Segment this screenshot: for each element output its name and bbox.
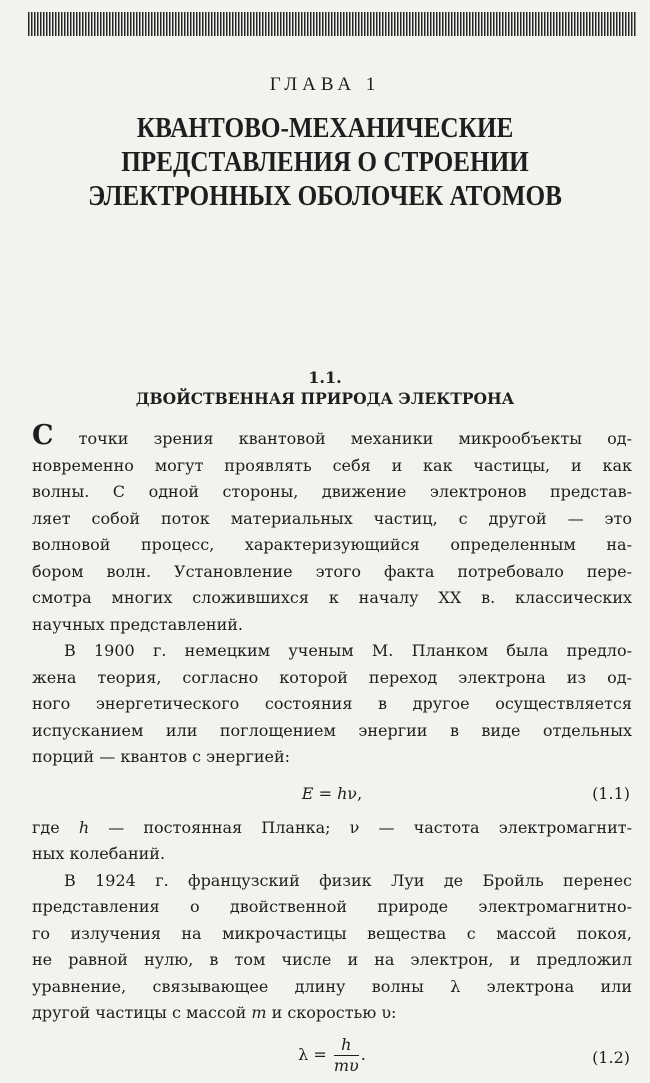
text-line: бором волн. Установление этого факта потребовало пере- <box>32 561 632 581</box>
text-line: где h — постоянная Планка; ν — частота электромагнит- <box>32 817 632 837</box>
formula-expression: E = hν, <box>301 783 363 803</box>
text-line: волновой процесс, характеризующийся определенным на- <box>32 535 632 554</box>
text-line: В 1900 г. немецким ученым М. Планком была предло- <box>64 641 632 660</box>
section-number: 1.1. <box>308 368 342 387</box>
text-line: уравнение, связывающее длину волны λ электрона или <box>32 976 632 996</box>
formula-number: (1.1) <box>592 783 630 803</box>
text-line: ляет собой поток материальных частиц, с другой — это <box>32 508 632 528</box>
text-line: новременно могут проявлять себя и как частицы, и как <box>32 455 632 475</box>
formula-1-1 <box>32 771 632 815</box>
chapter-title-line: ЭЛЕКТРОННЫХ ОБОЛОЧЕК АТОМОВ <box>88 181 562 212</box>
body-text <box>32 420 632 1083</box>
chapter-title-line: КВАНТОВО-МЕХАНИЧЕСКИЕ <box>136 113 514 144</box>
fraction-denominator: mυ <box>333 1055 359 1075</box>
fraction-numerator: h <box>334 1035 359 1056</box>
text-line: С точки зрения квантовой механики микрообъекты од- <box>32 420 632 451</box>
chapter-title-line: ПРЕДСТАВЛЕНИЯ О СТРОЕНИИ <box>121 147 529 178</box>
text-line: ных колебаний. <box>32 844 166 863</box>
fraction <box>334 1035 359 1076</box>
text-line: волны. С одной стороны, движение электронов представ- <box>32 482 632 501</box>
text-line: В 1924 г. французский физик Луи де Бройль перенес <box>64 870 632 890</box>
text-line: научных представлений. <box>32 614 243 634</box>
formula-1-2 <box>32 1027 632 1083</box>
text-line: порций — квантов с энергией: <box>32 747 291 766</box>
top-decorative-bar <box>28 12 636 36</box>
text-line: другой частицы с массой m и скоростью υ: <box>32 1003 397 1022</box>
text-line: не равной нулю, в том числе и на электрон, и предложил <box>32 950 632 969</box>
section-title: ДВОЙСТВЕННАЯ ПРИРОДА ЭЛЕКТРОНА <box>135 389 515 408</box>
text-line: ного энергетического состояния в другое осуществляется <box>32 694 632 713</box>
formula-number: (1.2) <box>592 1047 630 1067</box>
text-line: жена теория, согласно которой переход электрона из од- <box>32 667 632 687</box>
text-line: го излучения на микрочастицы вещества с массой покоя, <box>32 923 632 943</box>
chapter-label: ГЛАВА 1 <box>269 74 381 95</box>
text-line: представления о двойственной природе электромагнитно- <box>32 897 632 916</box>
chapter-title <box>69 112 582 214</box>
formula-expression: λ = $\frac{h}{m\upsilon}$ . <box>298 1034 366 1075</box>
text-line: испусканием или поглощением энергии в виде отдельных <box>32 720 632 740</box>
text-line: смотра многих сложившихся к началу XX в. классических <box>32 588 632 607</box>
dropcap: С <box>32 420 54 451</box>
